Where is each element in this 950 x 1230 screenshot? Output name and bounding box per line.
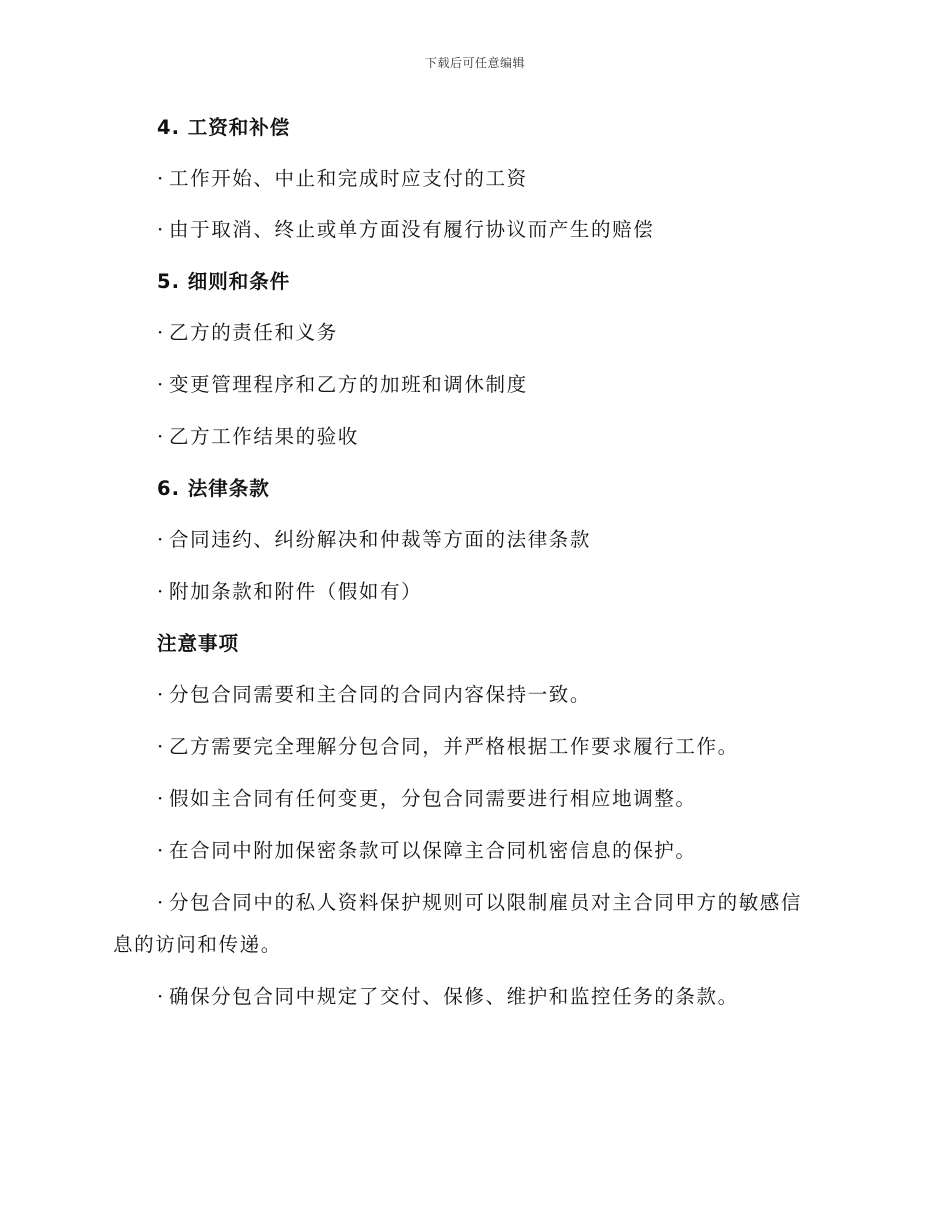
bullet: · <box>157 373 165 396</box>
list-item <box>157 217 654 243</box>
bullet: · <box>157 218 165 241</box>
list-item-text: 假如主合同有任何变更，分包合同需要进行相应地调整。 <box>169 787 697 810</box>
list-item <box>157 527 591 553</box>
bullet: · <box>157 321 165 344</box>
section-5-heading: 5. 细则和条件 <box>157 270 291 293</box>
list-item-text: 乙方需要完全理解分包合同，并严格根据工作要求履行工作。 <box>169 735 739 758</box>
list-item-text: 分包合同中的私人资料保护规则可以限制雇员对主合同甲方的敏感信 <box>169 891 803 914</box>
list-item-text: 变更管理程序和乙方的加班和调休制度 <box>169 373 528 396</box>
list-item-text: 乙方工作结果的验收 <box>169 425 359 448</box>
bullet: · <box>157 528 165 551</box>
bullet: · <box>157 891 165 914</box>
section-4-heading: 4. 工资和补偿 <box>157 116 291 139</box>
bullet: · <box>157 787 165 810</box>
bullet: · <box>157 683 165 706</box>
bullet: · <box>157 580 165 603</box>
list-item-text: 工作开始、中止和完成时应支付的工资 <box>169 167 528 190</box>
list-item <box>157 682 591 708</box>
bullet: · <box>157 425 165 448</box>
notes-heading: 注意事项 <box>157 632 240 655</box>
list-item-text: 分包合同需要和主合同的合同内容保持一致。 <box>169 683 592 706</box>
list-item <box>157 890 802 916</box>
list-item <box>157 166 528 192</box>
section-6-heading: 6. 法律条款 <box>157 477 270 500</box>
bullet: · <box>157 985 165 1008</box>
list-item-continuation: 息的访问和传递。 <box>113 933 282 956</box>
bullet: · <box>157 167 165 190</box>
list-item-text: 确保分包合同中规定了交付、保修、维护和监控任务的条款。 <box>169 985 739 1008</box>
list-item <box>157 734 739 760</box>
list-item-text: 在合同中附加保密条款可以保障主合同机密信息的保护。 <box>169 839 697 862</box>
list-item-text: 乙方的责任和义务 <box>169 321 338 344</box>
bullet: · <box>157 839 165 862</box>
list-item-text: 合同违约、纠纷解决和仲裁等方面的法律条款 <box>169 528 592 551</box>
list-item <box>157 320 338 346</box>
list-item <box>157 579 422 605</box>
list-item-text: 由于取消、终止或单方面没有履行协议而产生的赔偿 <box>169 218 655 241</box>
list-item <box>157 838 697 864</box>
list-item-text: 附加条款和附件（假如有） <box>169 580 423 603</box>
list-item <box>157 372 528 398</box>
bullet: · <box>157 735 165 758</box>
list-item <box>157 984 739 1010</box>
list-item <box>157 786 697 812</box>
page-header: 下载后可任意编辑 <box>424 56 525 70</box>
list-item <box>157 424 359 450</box>
